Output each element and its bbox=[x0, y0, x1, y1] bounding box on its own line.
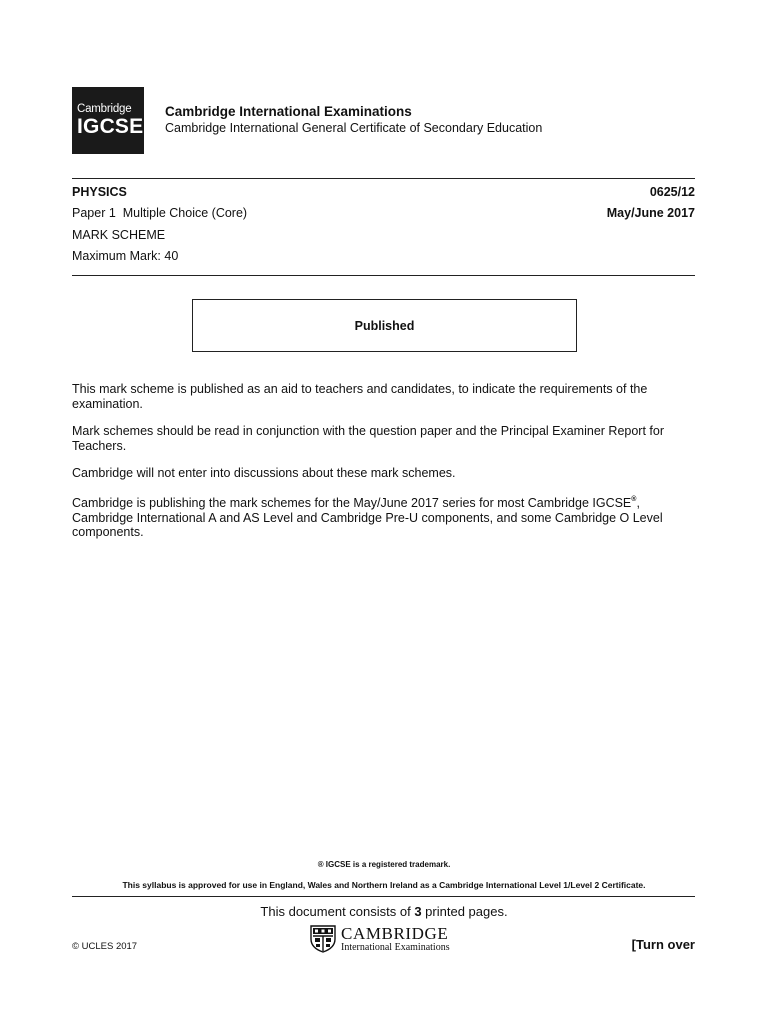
divider-middle bbox=[72, 275, 695, 276]
paper-name: Paper 1 Multiple Choice (Core) bbox=[72, 206, 248, 220]
document-type: MARK SCHEME bbox=[72, 228, 166, 242]
organisation-subtitle: Cambridge International General Certificate of Secondary Education bbox=[165, 121, 543, 135]
published-status-box bbox=[192, 299, 577, 352]
page-count-number: 3 bbox=[414, 904, 422, 919]
paragraph-publishing-part1: Cambridge is publishing the mark schemes for the May/June 2017 series for most Cambridge IGCSE bbox=[72, 496, 632, 510]
paragraph-discussions: Cambridge will not enter into discussions about these mark schemes. bbox=[72, 466, 456, 480]
cambridge-logo-subtitle: International Examinations bbox=[341, 942, 450, 953]
published-label: Published bbox=[354, 318, 415, 333]
cambridge-logo bbox=[310, 925, 450, 953]
registered-mark: ® bbox=[631, 496, 637, 503]
logo-bottom-text: IGCSE bbox=[77, 115, 144, 138]
trademark-note: ® IGCSE is a registered trademark. bbox=[317, 860, 451, 869]
divider-footer bbox=[72, 896, 695, 897]
cambridge-igcse-logo bbox=[72, 87, 144, 154]
page-count-note bbox=[0, 904, 768, 919]
approval-note: This syllabus is approved for use in England, Wales and Northern Ireland as a Cambridge International Level 1/Level 2 Certificate. bbox=[122, 880, 646, 890]
maximum-mark: Maximum Mark: 40 bbox=[72, 249, 179, 263]
paragraph-purpose: This mark scheme is published as an aid to teachers and candidates, to indicate the requirements of the examination. bbox=[72, 382, 648, 411]
page-count-prefix: This document consists of bbox=[260, 904, 415, 919]
subject-title: PHYSICS bbox=[72, 185, 127, 199]
cambridge-logo-name: CAMBRIDGE bbox=[341, 924, 449, 943]
paragraph-read-with: Mark schemes should be read in conjunction with the question paper and the Principal Examiner Report for Teachers. bbox=[72, 424, 664, 453]
paper-code: 0625/12 bbox=[649, 185, 695, 199]
cambridge-shield-icon bbox=[310, 925, 336, 953]
exam-session: May/June 2017 bbox=[606, 206, 695, 220]
divider-top bbox=[72, 178, 695, 179]
organisation-name: Cambridge International Examinations bbox=[165, 104, 412, 119]
turn-over-note: [Turn over bbox=[631, 937, 695, 952]
copyright-notice: © UCLES 2017 bbox=[72, 941, 138, 952]
paragraph-publishing-part2: , Cambridge International A and AS Level and Cambridge Pre-U components, and some Cambridge O Level components. bbox=[72, 496, 663, 539]
logo-top-text: Cambridge bbox=[77, 103, 132, 115]
page-count-suffix: printed pages. bbox=[421, 904, 508, 919]
paragraph-publishing bbox=[72, 493, 696, 540]
